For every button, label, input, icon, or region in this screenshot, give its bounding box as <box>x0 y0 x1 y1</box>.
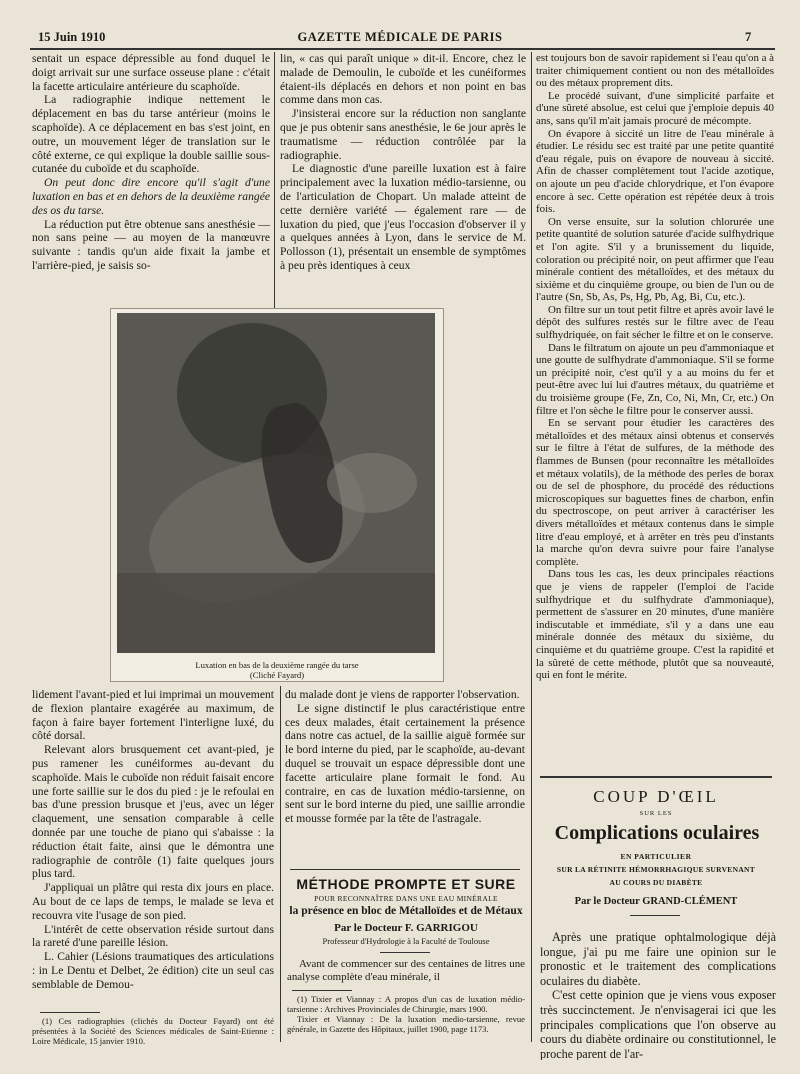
paragraph: lidement l'avant-pied et lui imprimai un mouvement de flexion plantaire exagérée au maximum, de façon à faire bayer fortement l'interligne luxé, du côté dorsal. <box>32 688 274 743</box>
separator <box>630 915 680 916</box>
article-author: Par le Docteur F. GARRIGOU <box>334 922 478 934</box>
paragraph: L. Cahier (Lésions traumatiques des articulations : in Le Dentu et Delbet, 2e édition) cite un seul cas semblable de Demou- <box>32 950 274 991</box>
paragraph: Le diagnostic d'une pareille luxation est à faire principalement avec la luxation médio-tarsienne, ou de l'articulation de Chopart. Un malade atteint de cette dernière variété — également rare — de luxation du pied, que j'eus l'occasion d'observer il y a quelques années à Lyon, dans le service de M. Pollosson (1), présentait un ensemble de symptômes à peu près identiques à ceux <box>280 162 526 272</box>
paragraph: C'est cette opinion que je viens vous exposer très succinctement. Je n'envisagerai ici que les principales complications que l'on observe au cours du diabète ordinaire ou constitutionnel, le proche parent de l'ar- <box>540 988 776 1060</box>
issue-date: 15 Juin 1910 <box>38 30 106 44</box>
column-divider <box>280 686 281 1042</box>
article-intro: Avant de commencer sur des centaines de litres une analyse complète d'eau minérale, il <box>287 958 525 983</box>
paragraph: On verse ensuite, sur la solution chlorurée une petite quantité de solution saturée d'acide sulfhydrique et l'on agite. S'il y a brunissement du liquide, coloration ou précipité noir, on peut affirmer que l'eau minérale contient des métalloïdes, et des métaux du sixième et du cinquième groupe, ou bien de l'un ou de l'autre (Sn, Sb, As, Ps, Hg, Pb, Ag, Bi, Cu, etc.). <box>536 215 774 304</box>
column-2-top <box>280 52 526 308</box>
header-rule <box>30 48 775 50</box>
article-subtitle: POUR RECONNAÎTRE DANS UNE EAU MINÉRALE <box>314 894 498 903</box>
column-divider <box>531 52 532 1042</box>
paragraph: Dans tous les cas, les deux principales réactions que je viens de rappeler (l'emploi de l'acide sulfhydrique et du sulfhydrate d'ammoniaque), permettent de s'assurer en 20 minutes, d'une manière indiscutable et immédiate, s'il y a dans une eau minérale donnée des métaux du sixième, du cinquième et du quatrième groupe. C'est la rapidité et la sûreté de cette méthode, plutôt que sa nouveauté, qui en font le mérite. <box>536 568 774 682</box>
article-body <box>540 930 776 1060</box>
article-title: Complications oculaires <box>554 822 760 844</box>
paragraph: Dans le filtratum on ajoute un peu d'ammoniaque et une goutte de sulfhydrate d'ammoniaque. S'il se forme un précipité noir, c'est qu'il y a au moins du fer et peut-être avec lui lui d'autres métaux, du quatrième et du troisième groupe (Fe, Zn, Co, Ni, Mn, Cr, etc.) On filtre et l'on sèche le filtre pour le conserver aussi. <box>536 341 774 417</box>
paragraph: Le signe distinctif le plus caractéristique entre ces deux malades, était certainement la présence dans notre cas actuel, de la saillie aiguë formée sur le bord interne du pied, par le scaphoïde, au-devant duquel se trouvait un espace dépressible dont une facette articulaire plane formait le fond. Au contraire, en cas de luxation médio-tarsienne, on sent sur le bord interne du pied, une saillie arrondie et mousse formée par la tête de l'astragale. <box>285 701 525 826</box>
article-subtitle-2: la présence en bloc de Métalloïdes et de Métaux <box>289 905 523 917</box>
paragraph: Après une pratique ophtalmologique déjà longue, j'ai pu me faire une opinion sur le pronostic et le traitement des complications oculaires du diabète. <box>540 930 776 988</box>
column-1-bottom <box>32 688 274 1004</box>
article-title: MÉTHODE PROMPTE ET SURE <box>296 876 516 892</box>
paragraph: lin, « cas qui paraît unique » dit-il. Encore, chez le malade de Demoulin, le cuboïde et les cunéiformes étaient-ils déplacés en dehors et non point en bas comme dans mon cas. <box>280 52 526 107</box>
column-1-top <box>32 52 270 308</box>
paragraph: On peut donc dire encore qu'il s'agit d'une luxation en bas et en dehors de la deuxième rangée des os du tarse. <box>32 176 270 217</box>
radiograph-figure <box>110 308 444 682</box>
article-rule <box>540 776 772 778</box>
paragraph: Le procédé suivant, d'une simplicité parfaite et d'une sûreté absolue, est celui que j'emploie depuis 40 ans, sans qu'il m'ait jamais procuré de mécompte. <box>536 89 774 127</box>
article-rule <box>290 869 520 870</box>
separator <box>380 952 430 953</box>
paragraph: du malade dont je viens de rapporter l'observation. <box>285 688 520 701</box>
figure-caption: Luxation en bas de la deuxième rangée du tarse <box>195 660 359 670</box>
paragraph: La réduction put être obtenue sans anesthésie — non sans peine — au moyen de la manœuvre suivante : tandis qu'un aide fixait la jambe et l'arrière-pied, je saisis so- <box>32 217 270 272</box>
footnote-rule <box>292 990 352 991</box>
paragraph: J'insisterai encore sur la réduction non sanglante que je pus obtenir sans anesthésie, le 6e jour après le traumatisme — réduction contrôlée par la radiographie. <box>280 107 526 162</box>
column-3-top <box>536 52 774 772</box>
paragraph: J'appliquai un plâtre qui resta dix jours en place. Au bout de ce laps de temps, le malade se leva et recouvra vite l'usage de son pied. <box>32 881 274 922</box>
footnote: (1) Ces radiographies (clichés du Docteur Fayard) ont été présentées à la Société des Sciences médicales de Saint-Etienne : Loire Médicale, 15 janvier 1910. <box>32 1016 274 1046</box>
journal-title: GAZETTE MÉDICALE DE PARIS <box>297 30 503 44</box>
radiograph-image <box>117 313 435 653</box>
paragraph: On évapore à siccité un litre de l'eau minérale à étudier. Le résidu sec est traité par une petite quantité d'eau régale, puis on évapore de nouveau à siccité. Afin de chasser complètement tout l'acide azotique, on ajoute un peu d'acide chlorydrique, et l'on évapore encore à sec. Cette opération est répétée deux à trois fois. <box>536 127 774 216</box>
figure-credit: (Cliché Fayard) <box>249 670 305 680</box>
paragraph: est toujours bon de savoir rapidement si l'eau qu'on a à traiter chimiquement contient ou non des métalloïdes ou des métaux proprement dits. <box>536 52 774 90</box>
article-kicker: COUP D'ŒIL <box>593 787 719 806</box>
article-sub-1: EN PARTICULIER <box>620 852 692 861</box>
paragraph: L'intérêt de cette observation réside surtout dans la rareté d'une pareille lésion. <box>32 922 274 950</box>
article-sur-les: SUR LES <box>639 810 673 817</box>
article-affiliation: Professeur d'Hydrologie à la Faculté de Toulouse <box>322 936 490 946</box>
footnotes: (1) Tixier et Viannay : A propos d'un cas de luxation médio-tarsienne : Archives Provinciales de Chirurgie, mars 1900. Tixier et Viannay : De la luxation medio-tarsienne, revue générale, in Gazette des Hôpitaux, juillet 1900, page 1173. <box>287 994 525 1034</box>
paragraph: Relevant alors brusquement cet avant-pied, je pus ramener les cunéiformes au-devant du scaphoïde. Mais le cuboïde non réduit faisait encore une forte saillie sur le dos du pied : je le refoulai en bas d'une pression brusque et j'eus, avec un léger claquement, une sensation comparable à celle donnée par une touche de piano qui s'abaisse : la réduction était faite, ainsi que le démontra une radiographie de contrôle (1) faite quelques jours plus tard. <box>32 743 274 881</box>
paragraph: On filtre sur un tout petit filtre et après avoir lavé le dépôt des sulfures restés sur le filtre avec de l'eau sulfhydriquée, on fait sécher le filtre et on le conserve. <box>536 303 774 342</box>
article-sub-3: AU COURS DU DIABÈTE <box>609 878 703 887</box>
paragraph: En se servant pour étudier les caractères des métalloïdes et des métaux ainsi obtenus et conservés sur le filtre à l'état de sulfures, de la méthode des flammes de Bunsen (pour reconnaître les métalloïdes et métaux volatils), de la méthode des perles de borax ou de sel de phosphore, du procédé des réductions microscopiques sur baguettes fines de charbon, enfin du spectroscope, on peut arriver à caractériser les divers métalloïdes et métaux contenus dans le simple litre d'eau employé, et à arrêter en très peu d'instants la marche qu'on devra suivre pour faire l'analyse complète. <box>536 417 774 568</box>
paragraph: La radiographie indique nettement le déplacement en bas du tarse antérieur (moins le scaphoïde). A ce déplacement en bas s'est joint, en outre, un mouvement léger de translation sur le côté externe, ce qui explique la double saillie sous-cutanée du cuboïde et du scaphoïde. <box>32 93 270 176</box>
column-2-bottom <box>285 688 525 866</box>
article-author: Par le Docteur GRAND-CLÉMENT <box>574 896 738 907</box>
article-sub-2: SUR LA RÉTINITE HÉMORRHAGIQUE SURVENANT <box>556 865 756 874</box>
page-number: 7 <box>745 30 752 44</box>
footnote-rule <box>40 1012 100 1013</box>
column-divider <box>274 52 275 308</box>
paragraph: sentait un espace dépressible au fond duquel le doigt arrivait sur une surface osseuse plane : c'était la facette articulaire antérieure du scaphoïde. <box>32 52 270 93</box>
